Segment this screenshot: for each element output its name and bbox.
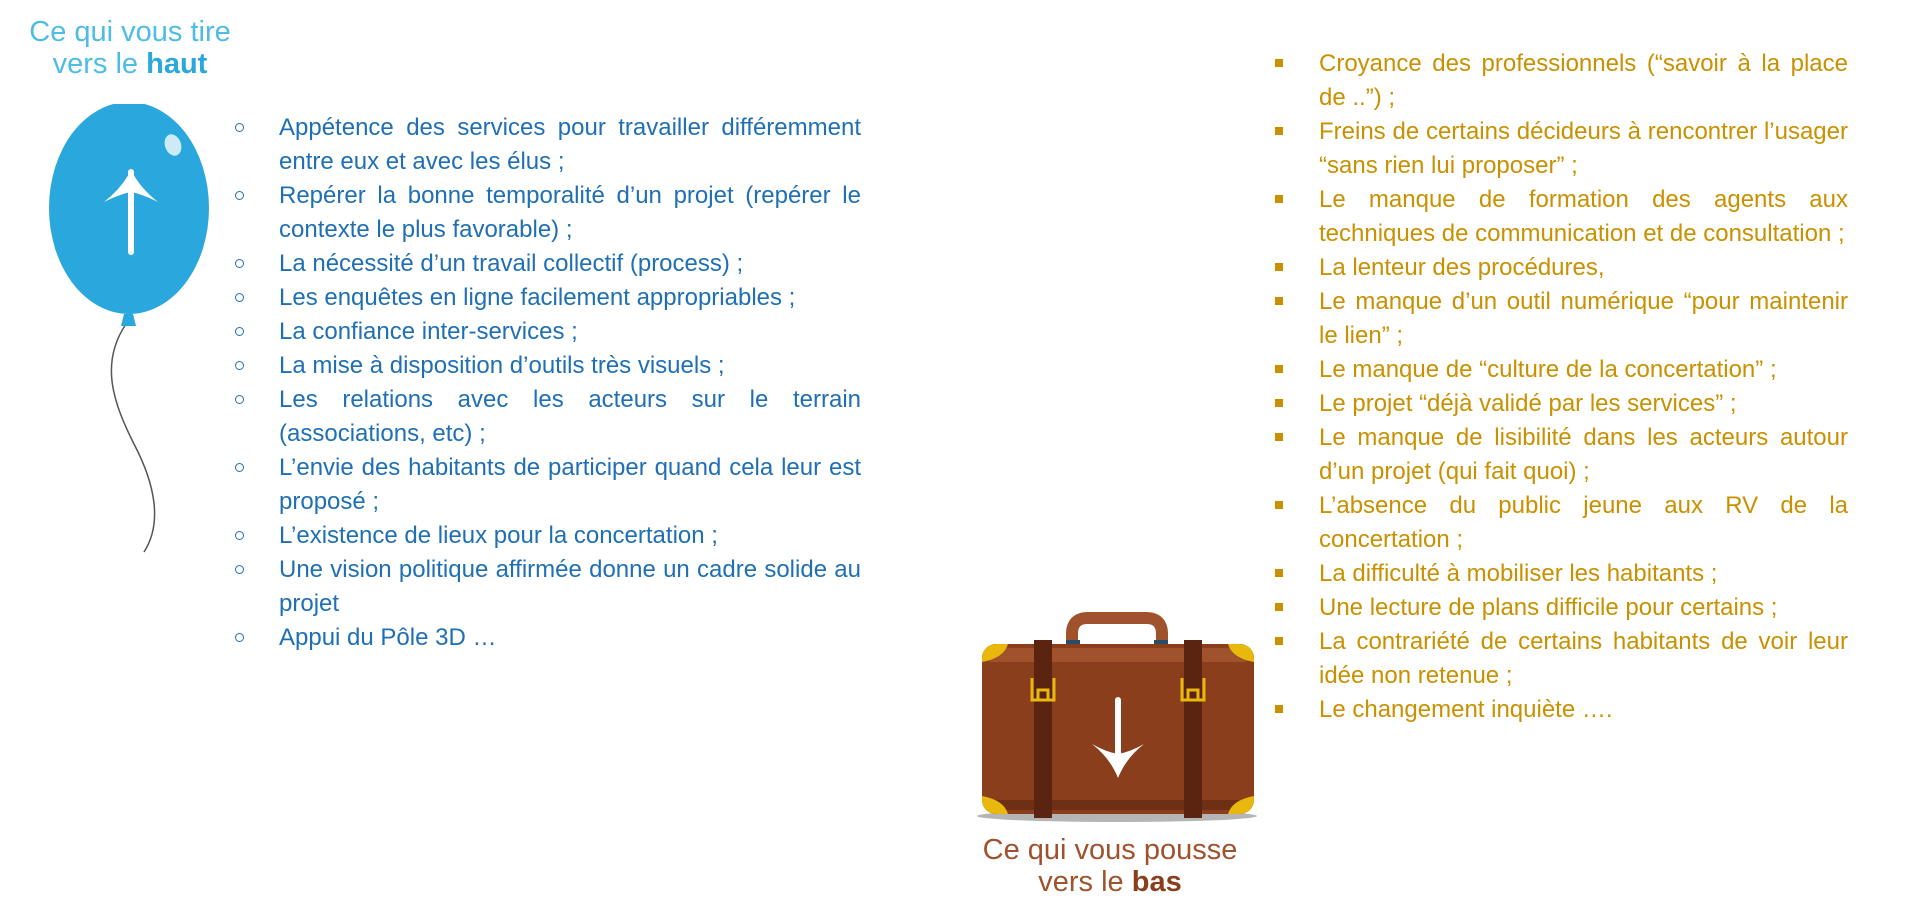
pros-list-item: [235, 315, 861, 349]
pros-list-item-text: Une vision politique affirmée donne un cadre solide au projet: [279, 556, 861, 617]
pros-list-item: [235, 349, 861, 383]
balloon-heading: [0, 16, 260, 80]
suitcase-heading: [960, 834, 1260, 898]
cons-list-item: [1275, 693, 1848, 727]
pros-list-item: [235, 281, 861, 315]
pros-list-item-bullet-icon: [235, 259, 244, 268]
cons-list-item-bullet-icon: [1275, 705, 1283, 713]
pros-list-item-text: La nécessité d’un travail collectif (process) ;: [279, 250, 744, 277]
cons-list-item-text: Le manque de lisibilité dans les acteurs autour d’un projet (qui fait quoi) ;: [1319, 424, 1848, 485]
pros-list-item: [235, 519, 861, 553]
pros-list-item: [235, 111, 861, 179]
cons-list-item: [1275, 625, 1848, 693]
pros-list-item-text: L’envie des habitants de participer quand cela leur est proposé ;: [279, 454, 861, 515]
cons-list-item-bullet-icon: [1275, 127, 1283, 135]
cons-list-item-text: Le manque de formation des agents aux techniques de communication et de consultation ;: [1319, 186, 1848, 247]
cons-list-item-text: Le projet “déjà validé par les services” ;: [1319, 390, 1737, 417]
pros-list-item-bullet-icon: [235, 191, 244, 200]
pros-list-item: [235, 621, 861, 655]
cons-list-item: [1275, 421, 1848, 489]
cons-list-item: [1275, 251, 1848, 285]
cons-list-item-bullet-icon: [1275, 263, 1283, 271]
pros-list-item-bullet-icon: [235, 395, 244, 404]
cons-list-item-text: Croyance des professionnels (“savoir à la place de ..”) ;: [1319, 50, 1848, 111]
cons-list-item-bullet-icon: [1275, 637, 1283, 645]
cons-list-item-bullet-icon: [1275, 501, 1283, 509]
pros-list-item-text: La confiance inter-services ;: [279, 318, 578, 345]
pros-list-item-text: Appui du Pôle 3D …: [279, 624, 497, 651]
pros-list-item-text: Les relations avec les acteurs sur le terrain (associations, etc) ;: [279, 386, 861, 447]
cons-list-item-bullet-icon: [1275, 433, 1283, 441]
pros-list-item-text: La mise à disposition d’outils très visuels ;: [279, 352, 725, 379]
cons-list-item: [1275, 47, 1848, 115]
pros-list-item-bullet-icon: [235, 633, 244, 642]
pros-list-item-text: L’existence de lieux pour la concertation ;: [279, 522, 718, 549]
pros-list-item: [235, 553, 861, 621]
pros-list-item-bullet-icon: [235, 293, 244, 302]
cons-list-item-text: Freins de certains décideurs à rencontrer l’usager “sans rien lui proposer” ;: [1319, 118, 1848, 179]
suitcase-heading-bold: bas: [1131, 866, 1182, 898]
cons-list-item-text: Le manque de “culture de la concertation” ;: [1319, 356, 1777, 383]
cons-list-item-text: Une lecture de plans difficile pour certains ;: [1319, 594, 1778, 621]
suitcase-heading-line1: Ce qui vous pousse: [982, 834, 1238, 866]
cons-list-item: [1275, 591, 1848, 625]
cons-list-item: [1275, 115, 1848, 183]
cons-list-item-text: La lenteur des procédures,: [1319, 254, 1605, 281]
cons-list-item-text: Le manque d’un outil numérique “pour maintenir le lien” ;: [1319, 288, 1848, 349]
pros-list-item-text: Appétence des services pour travailler différemment entre eux et avec les élus ;: [279, 114, 861, 175]
pros-list-item-bullet-icon: [235, 361, 244, 370]
cons-list-item-text: Le changement inquiète ….: [1319, 696, 1613, 723]
pros-list: [235, 111, 861, 655]
cons-list-item-bullet-icon: [1275, 569, 1283, 577]
cons-list-item: [1275, 183, 1848, 251]
balloon-heading-bold: haut: [146, 48, 208, 80]
cons-list-item: [1275, 285, 1848, 353]
pros-list-item: [235, 247, 861, 281]
balloon-icon: [44, 104, 224, 569]
pros-list-item-bullet-icon: [235, 327, 244, 336]
pros-list-item: [235, 179, 861, 247]
cons-list-item-bullet-icon: [1275, 365, 1283, 373]
pros-list-item-text: Repérer la bonne temporalité d’un projet (repérer le contexte le plus favorable) ;: [279, 182, 861, 243]
cons-list-item: [1275, 353, 1848, 387]
cons-list-item: [1275, 557, 1848, 591]
cons-list-item-bullet-icon: [1275, 195, 1283, 203]
pros-list-item: [235, 383, 861, 451]
balloon-heading-line1: Ce qui vous tire: [29, 16, 231, 48]
cons-list-item: [1275, 387, 1848, 421]
balloon-heading-prefix: vers le: [52, 48, 147, 80]
cons-list-item-bullet-icon: [1275, 59, 1283, 67]
cons-list-item-bullet-icon: [1275, 399, 1283, 407]
pros-list-item: [235, 451, 861, 519]
cons-list-item-text: La difficulté à mobiliser les habitants ;: [1319, 560, 1718, 587]
pros-list-item-text: Les enquêtes en ligne facilement appropriables ;: [279, 284, 796, 311]
balloon-heading-line2: [0, 48, 260, 80]
pros-list-item-bullet-icon: [235, 123, 244, 132]
cons-list-item-bullet-icon: [1275, 297, 1283, 305]
suitcase-heading-prefix: vers le: [1038, 866, 1132, 898]
cons-list-item-text: La contrariété de certains habitants de voir leur idée non retenue ;: [1319, 628, 1848, 689]
pros-list-item-bullet-icon: [235, 463, 244, 472]
suitcase-heading-line2: [960, 866, 1260, 898]
pros-list-item-bullet-icon: [235, 531, 244, 540]
cons-list: [1275, 47, 1848, 727]
pros-list-item-bullet-icon: [235, 565, 244, 574]
cons-list-item-bullet-icon: [1275, 603, 1283, 611]
cons-list-item-text: L’absence du public jeune aux RV de la concertation ;: [1319, 492, 1848, 553]
suitcase-icon: [972, 604, 1262, 839]
cons-list-item: [1275, 489, 1848, 557]
